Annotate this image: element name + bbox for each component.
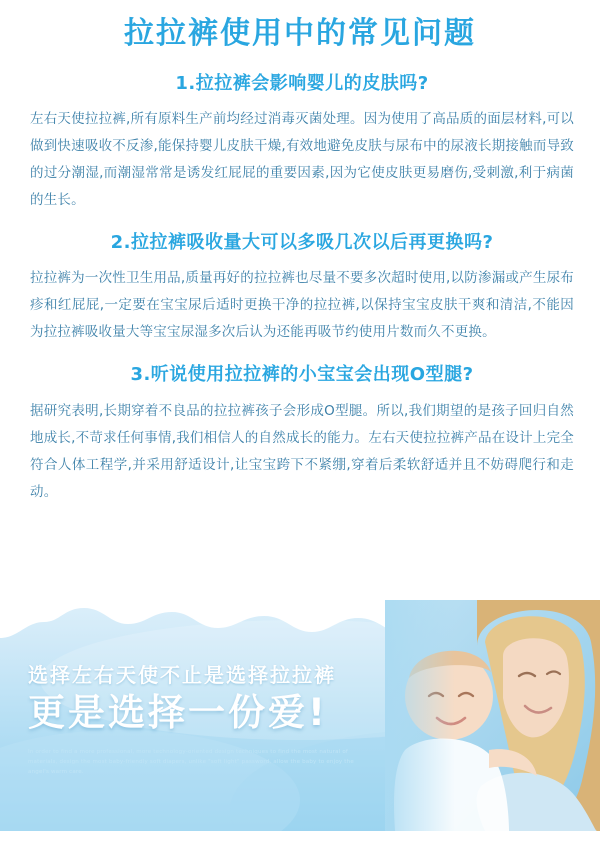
banner-slogan-english: In order to find a more professional, more technology-oriented design techniques to find the most natural of materials, design the most baby-friendly soft diapers, unlike "soft light" password, allow the baby to enjoy the angel's warm care. [28, 748, 354, 776]
faq-item [30, 362, 574, 505]
faq-list [0, 71, 600, 506]
faq-item [30, 230, 574, 346]
faq-question: 1.拉拉裤会影响婴儿的皮肤吗? [175, 73, 429, 94]
faq-question: 3.听说使用拉拉裤的小宝宝会出现O型腿? [130, 364, 474, 386]
faq-answer: 拉拉裤为一次性卫生用品,质量再好的拉拉裤也尽量不要多次超时使用,以防渗漏或产生尿布疹和红屁屁,一定要在宝宝尿后适时更换干净的拉拉裤,以保持宝宝皮肤干爽和清洁,不能因为拉拉裤吸收量大等宝宝尿湿多次后认为还能再吸节约使用片数而久不更换。 [30, 270, 574, 341]
faq-item [30, 71, 574, 214]
banner-slogan-line1: 选择左右天使不止是选择拉拉裤 [28, 663, 336, 687]
mother-and-baby-photo [385, 600, 600, 849]
faq-question: 2.拉拉裤吸收量大可以多吸几次以后再更换吗? [110, 232, 494, 254]
page-title: 拉拉裤使用中的常见问题 [124, 16, 476, 51]
banner-text-group [28, 662, 408, 778]
banner-slogan-line2: 更是选择一份爱! [28, 691, 328, 734]
bottom-white-strip [0, 831, 600, 849]
faq-answer: 左右天使拉拉裤,所有原料生产前均经过消毒灭菌处理。因为使用了高品质的面层材料,可以做到快速吸收不反渗,能保持婴儿皮肤干燥,有效地避免皮肤与尿布中的尿液长期接触而导致的过分潮湿,而潮湿常常是诱发红屁屁的重要因素,因为它使皮肤更易磨伤,受刺激,利于病菌的生长。 [30, 111, 574, 209]
faq-answer: 据研究表明,长期穿着不良品的拉拉裤孩子会形成O型腿。所以,我们期望的是孩子回归自然地成长,不苛求任何事情,我们相信人的自然成长的能力。左右天使拉拉裤产品在设计上完全符合人体工程学,并采用舒适设计,让宝宝跨下不紧绷,穿着后柔软舒适并且不妨碍爬行和走动。 [30, 402, 574, 500]
